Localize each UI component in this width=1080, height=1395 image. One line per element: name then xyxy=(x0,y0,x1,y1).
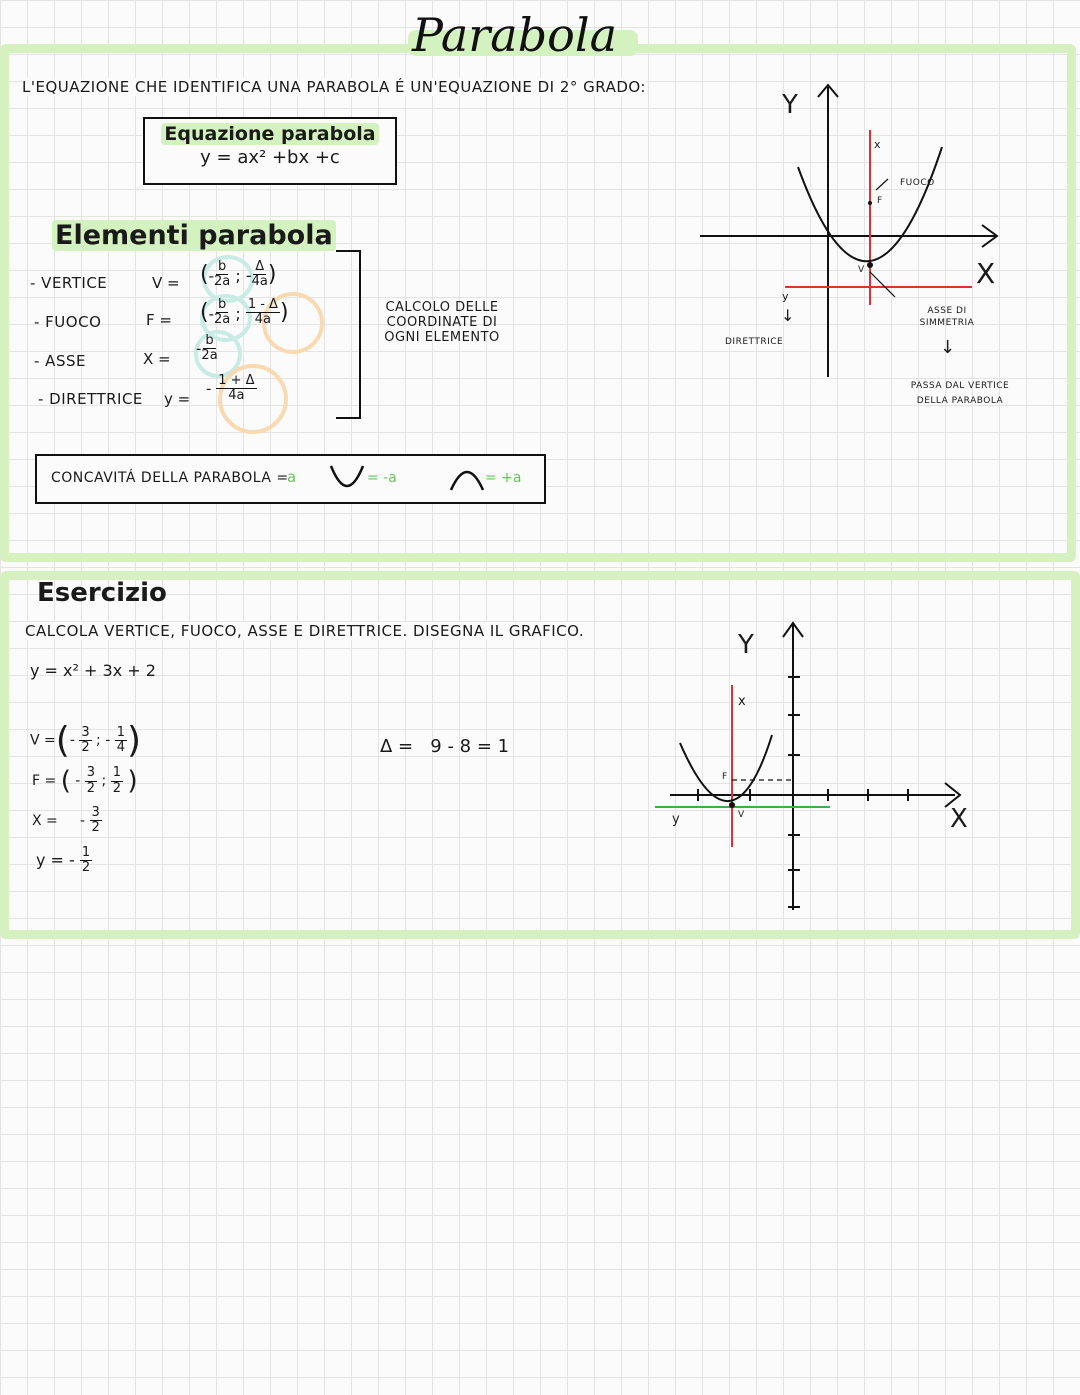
graph1-asse-label: ASSE DI SIMMETRIA xyxy=(919,306,975,328)
exercise-directrix: y = - $\frac{1}{2}$ xyxy=(36,845,91,876)
graph2-x-label: X xyxy=(950,804,968,834)
exercise-task: CALCOLA VERTICE, FUOCO, ASSE E DIRETTRICE. DISEGNA IL GRAFICO. xyxy=(25,622,585,640)
fuoco-symbol: F = xyxy=(146,311,172,329)
exercise-vertex: V =(- $\frac{3}{2}$ ; - $\frac{1}{4}$ ) xyxy=(30,720,142,761)
direttrice-formula: - $\frac{1 + \Delta}{4a}$ xyxy=(206,373,255,404)
graph1-y-label: Y xyxy=(782,90,798,120)
asse-formula: - $\frac{b}{2a}$ xyxy=(196,333,218,364)
graph1-asse-arrow: ↓ xyxy=(940,337,956,358)
graph1-v: V xyxy=(858,265,865,275)
coordinates-note: CALCOLO DELLE COORDINATE DI OGNI ELEMENTO xyxy=(384,300,500,345)
equation-heading: Equazione parabola xyxy=(145,123,395,145)
concavity-a: a xyxy=(287,468,297,486)
vertice-symbol: V = xyxy=(152,274,180,292)
concave-down-icon xyxy=(447,464,487,494)
exercise-heading: Esercizio xyxy=(37,578,167,608)
graph1-y-small: y xyxy=(782,290,789,303)
graph1-f: F xyxy=(877,196,883,206)
intro-text: L'EQUAZIONE CHE IDENTIFICA UNA PARABOLA É UN'EQUAZIONE DI 2° GRADO: xyxy=(22,78,646,96)
graph-exercise xyxy=(650,615,980,915)
concavity-up-text: = +a xyxy=(485,470,522,486)
graph2-x-small: x xyxy=(738,694,746,709)
exercise-equation: y = x² + 3x + 2 xyxy=(30,661,156,680)
graph2-parabola xyxy=(680,735,772,801)
graph2-f: F xyxy=(722,772,728,782)
exercise-delta: Δ = 9 - 8 = 1 xyxy=(380,736,510,757)
exercise-axis: X = - $\frac{3}{2}$ xyxy=(32,805,100,836)
graph1-directrix-label: DIRETTRICE xyxy=(725,337,784,347)
asse-symbol: X = xyxy=(143,350,171,368)
page-title: Parabola xyxy=(412,8,618,62)
direttrice-label: - DIRETTRICE xyxy=(38,390,143,408)
graph1-directrix-arrow: ↓ xyxy=(781,306,795,325)
equation-formula: y = ax² +bx +c xyxy=(200,147,340,168)
graph2-v: V xyxy=(738,810,745,820)
graph2-y-small: y xyxy=(672,812,680,827)
asse-label: - ASSE xyxy=(34,352,86,370)
graph1-fuoco: FUOCO xyxy=(900,178,935,188)
graph1-x-small: x xyxy=(874,138,881,151)
graph1-x-label: X xyxy=(976,257,996,290)
concavity-box xyxy=(35,454,546,504)
fuoco-formula: (- $\frac{b}{2a}$ ; $\frac{1 - \Delta}{4a}$ ) xyxy=(200,297,289,328)
elements-bracket xyxy=(320,248,364,422)
concave-up-icon xyxy=(327,462,367,494)
elements-heading: Elementi parabola xyxy=(52,220,336,251)
graph-parabola-elements xyxy=(690,75,1040,420)
vertice-label: - VERTICE xyxy=(30,274,108,292)
direttrice-symbol: y = xyxy=(164,390,191,408)
graph2-y-label: Y xyxy=(738,630,754,660)
graph1-passa-label: PASSA DAL VERTICE DELLA PARABOLA xyxy=(910,381,1010,406)
equation-box xyxy=(143,117,397,185)
concavity-label: CONCAVITÁ DELLA PARABOLA = xyxy=(51,470,289,486)
concavity-down-text: = -a xyxy=(367,470,397,486)
fuoco-label: - FUOCO xyxy=(34,313,102,331)
vertice-formula: (- $\frac{b}{2a}$ ; - $\frac{\Delta}{4a}$ ) xyxy=(200,259,277,290)
exercise-focus: F = ( - $\frac{3}{2}$ ; $\frac{1}{2}$ ) xyxy=(32,765,138,796)
